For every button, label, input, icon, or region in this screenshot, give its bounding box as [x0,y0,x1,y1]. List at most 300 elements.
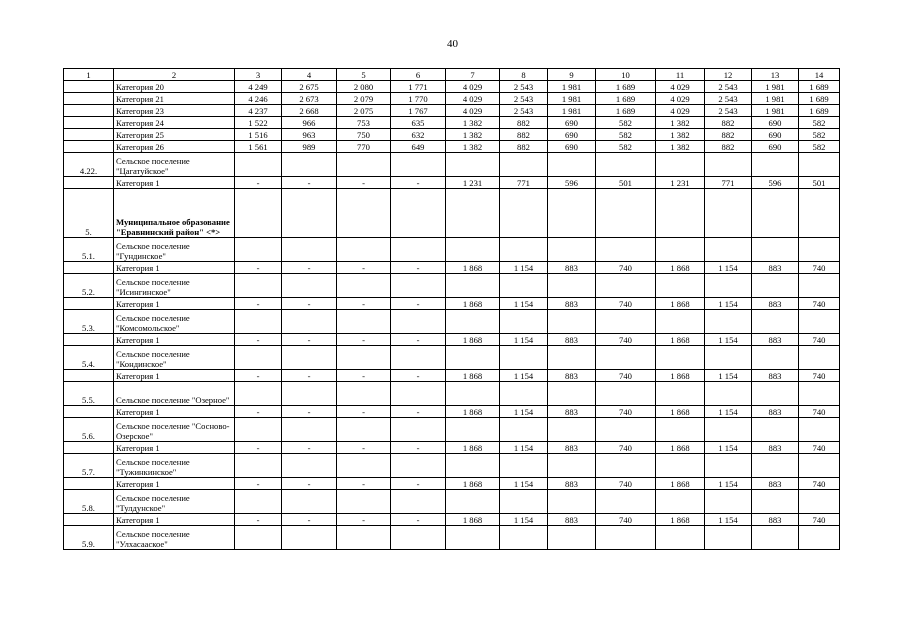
value-cell [596,310,656,334]
table-row [64,177,840,189]
value-cell: 1 868 [446,334,500,346]
value-cell: 963 [282,129,337,141]
value-cell [596,346,656,370]
value-cell: 1 561 [235,141,282,153]
value-cell [656,238,705,262]
value-cell: 1 154 [705,514,752,526]
value-cell: 1 868 [446,442,500,454]
value-cell: 1 154 [500,262,548,274]
value-cell: 1 771 [391,81,446,93]
header-cell: 14 [799,69,840,81]
value-cell: 1 154 [705,262,752,274]
value-cell: 2 675 [282,81,337,93]
row-name: Сельское поселение "Гундинское" [114,238,235,262]
value-cell [705,526,752,550]
row-name: Категория 1 [114,514,235,526]
header-cell: 7 [446,69,500,81]
value-cell [548,418,596,442]
value-cell [337,526,391,550]
value-cell [752,490,799,514]
value-cell: 883 [548,370,596,382]
value-cell: 1 382 [656,117,705,129]
value-cell: 1 770 [391,93,446,105]
value-cell [337,418,391,442]
value-cell: 882 [500,141,548,153]
value-cell [500,490,548,514]
row-name: Категория 1 [114,177,235,189]
value-cell: 2 075 [337,105,391,117]
table-row [64,334,840,346]
value-cell: 740 [596,262,656,274]
value-cell: 1 154 [705,406,752,418]
row-number [64,129,114,141]
row-name: Категория 24 [114,117,235,129]
value-cell: - [391,406,446,418]
row-name: Категория 1 [114,478,235,490]
value-cell: 740 [596,370,656,382]
value-cell [705,382,752,406]
value-cell [656,274,705,298]
value-cell: 690 [548,117,596,129]
value-cell: 2 543 [705,105,752,117]
value-cell [596,490,656,514]
header-cell: 3 [235,69,282,81]
value-cell [752,382,799,406]
value-cell [500,189,548,238]
table-row [64,105,840,117]
table-row [64,141,840,153]
value-cell: 2 668 [282,105,337,117]
value-cell: - [235,514,282,526]
value-cell [752,189,799,238]
value-cell: - [282,406,337,418]
value-cell: 1 154 [705,478,752,490]
value-cell [799,418,840,442]
table-row [64,526,840,550]
value-cell: 582 [596,141,656,153]
row-number: 5.3. [64,310,114,334]
value-cell: 740 [799,298,840,310]
value-cell: 4 029 [446,93,500,105]
value-cell: 596 [548,177,596,189]
value-cell: 1 154 [500,442,548,454]
value-cell [446,153,500,177]
row-number [64,81,114,93]
value-cell: 740 [799,514,840,526]
value-cell: 882 [705,129,752,141]
value-cell: 883 [548,262,596,274]
value-cell: 1 868 [446,262,500,274]
value-cell [235,490,282,514]
row-name: Сельское поселение "Комсомольское" [114,310,235,334]
value-cell: 2 080 [337,81,391,93]
value-cell: 1 981 [548,105,596,117]
value-cell: - [235,262,282,274]
value-cell [282,418,337,442]
header-cell: 6 [391,69,446,81]
value-cell: 2 543 [705,93,752,105]
tariff-table [63,68,840,550]
value-cell [446,382,500,406]
row-number: 5.5. [64,382,114,406]
value-cell [391,382,446,406]
value-cell: 1 154 [500,406,548,418]
value-cell [235,382,282,406]
value-cell [282,382,337,406]
value-cell: 1 981 [752,81,799,93]
table-row [64,442,840,454]
value-cell [548,490,596,514]
value-cell: 1 981 [752,93,799,105]
header-cell: 2 [114,69,235,81]
value-cell: 883 [548,478,596,490]
value-cell: - [235,478,282,490]
value-cell: - [282,514,337,526]
header-cell: 5 [337,69,391,81]
value-cell: 740 [799,478,840,490]
value-cell: - [337,514,391,526]
row-name: Категория 1 [114,442,235,454]
value-cell: - [391,177,446,189]
row-name: Сельское поселение "Улхасаaское" [114,526,235,550]
table-row [64,117,840,129]
row-name: Сельское поселение "Сосново-Озерское" [114,418,235,442]
value-cell: 740 [799,334,840,346]
row-name: Сельское поселение "Цагатуйское" [114,153,235,177]
value-cell [391,490,446,514]
value-cell: 1 868 [446,298,500,310]
value-cell: 1 868 [656,406,705,418]
value-cell [500,526,548,550]
value-cell [235,274,282,298]
value-cell: 740 [596,478,656,490]
value-cell: 1 868 [656,442,705,454]
value-cell: 690 [752,141,799,153]
value-cell [548,274,596,298]
value-cell [596,153,656,177]
value-cell: 635 [391,117,446,129]
table-row [64,189,840,238]
value-cell [799,189,840,238]
value-cell [548,526,596,550]
value-cell: 4 029 [656,93,705,105]
value-cell [446,454,500,478]
value-cell [235,454,282,478]
value-cell: 1 382 [446,129,500,141]
value-cell [235,153,282,177]
value-cell [705,454,752,478]
table-row [64,382,840,406]
value-cell [752,238,799,262]
value-cell: 883 [752,442,799,454]
value-cell: - [282,177,337,189]
value-cell: 596 [752,177,799,189]
value-cell [337,346,391,370]
value-cell: 883 [548,514,596,526]
value-cell [799,454,840,478]
row-name: Категория 1 [114,334,235,346]
value-cell [752,526,799,550]
value-cell: 883 [548,298,596,310]
value-cell [548,382,596,406]
value-cell: 883 [548,442,596,454]
value-cell: 883 [752,334,799,346]
value-cell [446,346,500,370]
value-cell: - [235,334,282,346]
table-row [64,346,840,370]
value-cell: 1 154 [705,298,752,310]
table-row [64,478,840,490]
row-number [64,141,114,153]
value-cell [705,418,752,442]
row-name: Категория 26 [114,141,235,153]
row-name: Сельское поселение "Кондинское" [114,346,235,370]
value-cell: 2 673 [282,93,337,105]
value-cell: 883 [548,334,596,346]
value-cell: 4 029 [656,81,705,93]
value-cell: 1 767 [391,105,446,117]
value-cell: 1 154 [500,298,548,310]
value-cell [548,189,596,238]
value-cell [282,189,337,238]
row-number [64,105,114,117]
value-cell [548,346,596,370]
value-cell: 1 689 [596,93,656,105]
value-cell: 2 079 [337,93,391,105]
row-name: Сельское поселение "Озерное" [114,382,235,406]
value-cell: 582 [799,129,840,141]
value-cell [799,310,840,334]
row-name: Категория 1 [114,406,235,418]
value-cell: - [337,370,391,382]
value-cell [705,490,752,514]
row-number [64,93,114,105]
value-cell: 883 [548,406,596,418]
value-cell: 2 543 [500,81,548,93]
table-row [64,406,840,418]
value-cell: 1 522 [235,117,282,129]
value-cell: 882 [500,129,548,141]
value-cell: 740 [799,406,840,418]
value-cell: 740 [799,262,840,274]
table-row [64,514,840,526]
value-cell: 1 689 [799,93,840,105]
value-cell [656,418,705,442]
row-number: 5.8. [64,490,114,514]
table-row [64,370,840,382]
value-cell: 4 249 [235,81,282,93]
row-name: Категория 1 [114,298,235,310]
value-cell: 1 868 [656,514,705,526]
value-cell [596,526,656,550]
value-cell: - [337,334,391,346]
value-cell: 2 543 [705,81,752,93]
value-cell [337,382,391,406]
value-cell: 1 231 [446,177,500,189]
value-cell [391,526,446,550]
value-cell: 750 [337,129,391,141]
value-cell [596,454,656,478]
value-cell: - [337,442,391,454]
value-cell: 883 [752,478,799,490]
value-cell [705,346,752,370]
value-cell [391,189,446,238]
header-cell: 4 [282,69,337,81]
value-cell: 883 [752,262,799,274]
value-cell: - [337,262,391,274]
value-cell: 1 981 [548,81,596,93]
value-cell [282,153,337,177]
value-cell [337,454,391,478]
value-cell: 770 [337,141,391,153]
value-cell [656,346,705,370]
value-cell [799,490,840,514]
value-cell: 1 154 [500,370,548,382]
value-cell: 501 [799,177,840,189]
value-cell: - [282,478,337,490]
table-row [64,81,840,93]
value-cell: 632 [391,129,446,141]
value-cell: 1 868 [446,514,500,526]
value-cell: 1 154 [705,442,752,454]
value-cell: - [391,442,446,454]
value-cell [337,153,391,177]
row-number [64,262,114,274]
value-cell [500,153,548,177]
value-cell [337,490,391,514]
value-cell: - [282,442,337,454]
value-cell: 1 689 [596,105,656,117]
value-cell: 1 868 [446,406,500,418]
header-row [64,69,840,81]
value-cell [391,346,446,370]
value-cell: 1 154 [705,334,752,346]
value-cell [446,526,500,550]
row-number: 5.1. [64,238,114,262]
header-cell: 13 [752,69,799,81]
value-cell: 4 246 [235,93,282,105]
value-cell: 1 154 [500,478,548,490]
value-cell [799,238,840,262]
row-number [64,298,114,310]
value-cell [500,454,548,478]
value-cell: 1 981 [752,105,799,117]
value-cell [391,454,446,478]
value-cell [235,310,282,334]
value-cell [337,189,391,238]
row-name: Муниципальное образование "Еравнинский район" <*> [114,189,235,238]
value-cell: 1 868 [656,478,705,490]
header-cell: 9 [548,69,596,81]
table-row [64,454,840,478]
value-cell [656,189,705,238]
value-cell [446,189,500,238]
table-row [64,490,840,514]
row-number [64,478,114,490]
value-cell [282,490,337,514]
table-row [64,274,840,298]
value-cell [548,454,596,478]
value-cell: 989 [282,141,337,153]
value-cell [596,238,656,262]
value-cell [500,418,548,442]
value-cell: - [391,478,446,490]
table-body [64,69,840,550]
value-cell: - [235,442,282,454]
value-cell: - [235,406,282,418]
value-cell: - [282,298,337,310]
value-cell [235,346,282,370]
value-cell [391,153,446,177]
header-cell: 1 [64,69,114,81]
value-cell: 4 029 [446,81,500,93]
value-cell: 690 [752,129,799,141]
value-cell: - [235,298,282,310]
value-cell: 1 382 [446,141,500,153]
value-cell [282,274,337,298]
value-cell: 740 [596,514,656,526]
value-cell [235,189,282,238]
row-number [64,117,114,129]
value-cell: - [282,370,337,382]
value-cell: - [235,370,282,382]
row-name: Категория 20 [114,81,235,93]
value-cell: 771 [500,177,548,189]
header-cell: 8 [500,69,548,81]
value-cell [596,274,656,298]
value-cell: 1 382 [656,141,705,153]
value-cell: 1 689 [799,81,840,93]
value-cell [548,238,596,262]
value-cell [282,238,337,262]
value-cell [500,382,548,406]
value-cell [752,454,799,478]
value-cell: 1 154 [705,370,752,382]
value-cell [548,310,596,334]
value-cell [446,310,500,334]
value-cell: 771 [705,177,752,189]
value-cell [596,189,656,238]
value-cell: - [391,514,446,526]
value-cell [656,382,705,406]
value-cell [799,274,840,298]
value-cell: 740 [596,334,656,346]
value-cell [446,490,500,514]
value-cell: 882 [705,117,752,129]
value-cell [282,310,337,334]
table-row [64,418,840,442]
value-cell: 883 [752,514,799,526]
row-number [64,442,114,454]
value-cell [500,274,548,298]
value-cell: - [282,334,337,346]
value-cell: 883 [752,370,799,382]
value-cell: 1 689 [799,105,840,117]
value-cell [656,490,705,514]
value-cell: - [235,177,282,189]
value-cell: 4 029 [446,105,500,117]
value-cell: 1 868 [656,334,705,346]
row-number: 5.2. [64,274,114,298]
value-cell: 1 981 [548,93,596,105]
row-number: 4.22. [64,153,114,177]
value-cell [799,346,840,370]
value-cell: 1 154 [500,514,548,526]
table-row [64,129,840,141]
row-number [64,514,114,526]
value-cell [282,526,337,550]
value-cell: - [391,262,446,274]
